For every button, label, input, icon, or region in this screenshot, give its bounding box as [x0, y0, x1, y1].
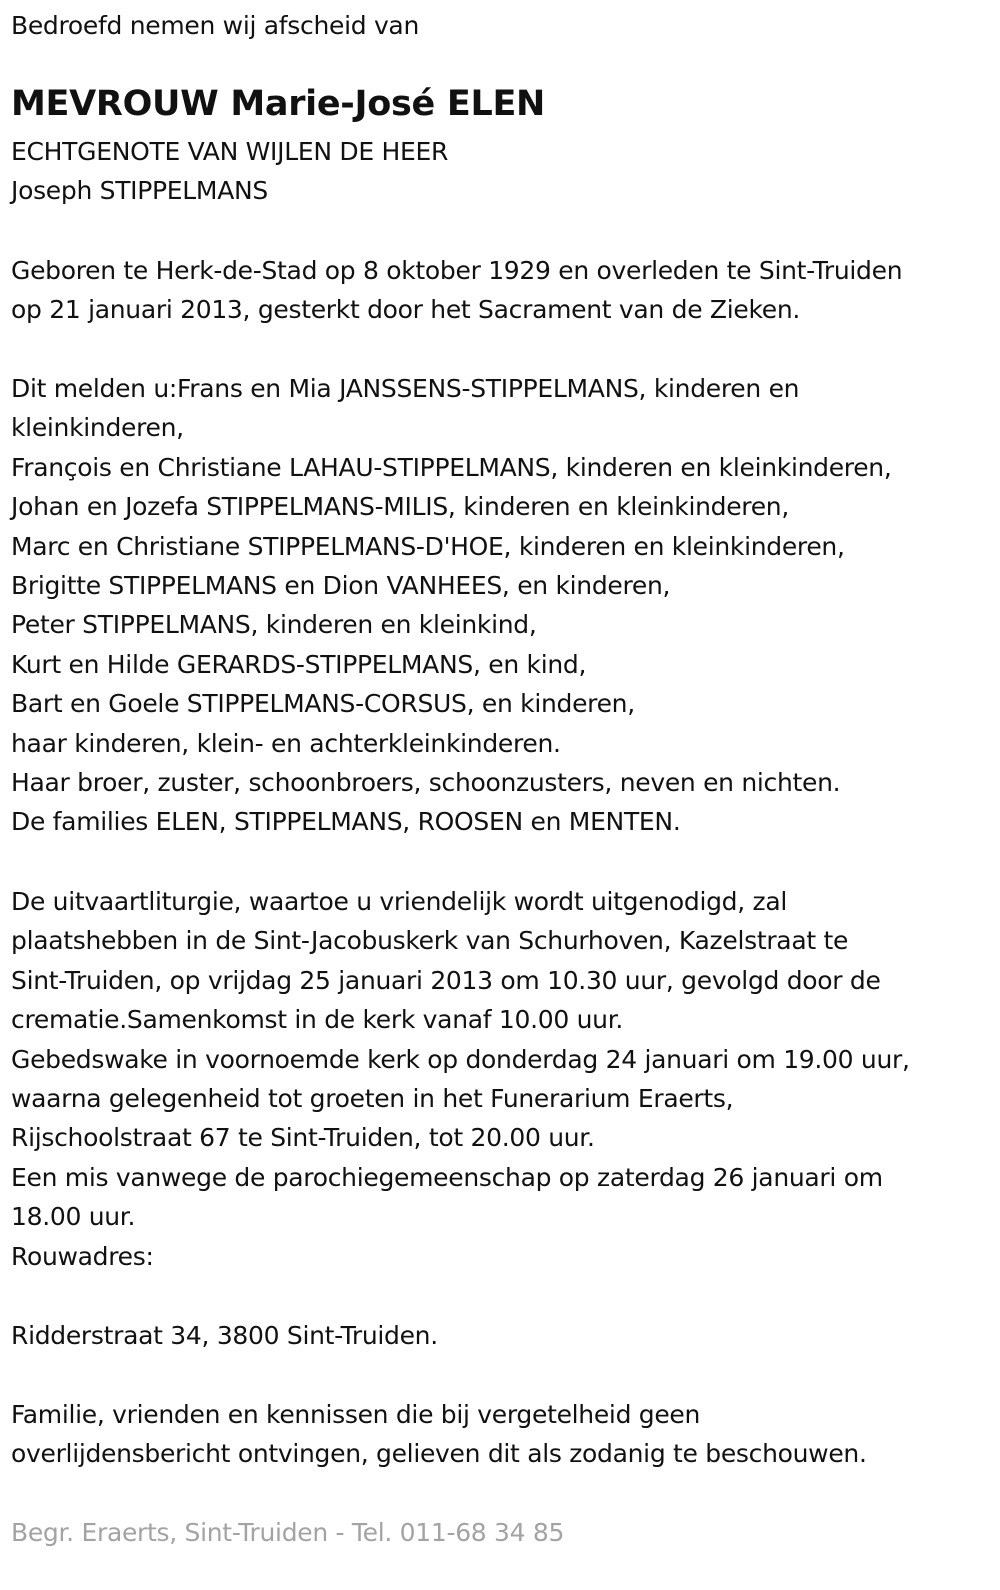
- intro-text: Bedroefd nemen wij afscheid van: [11, 11, 419, 40]
- family-line: Brigitte STIPPELMANS en Dion VANHEES, en kinderen,: [11, 571, 671, 601]
- family-line: haar kinderen, klein- en achterkleinkinderen.: [11, 728, 561, 758]
- funeral-line: Sint-Truiden, op vrijdag 25 januari 2013 om 10.30 uur, gevolgd door de: [11, 965, 881, 995]
- funeral-line: waarna gelegenheid tot groeten in het Funerarium Eraerts,: [11, 1084, 734, 1114]
- spouse-line: ECHTGENOTE VAN WIJLEN DE HEER: [11, 137, 449, 166]
- family-line: Haar broer, zuster, schoonbroers, schoonzusters, neven en nichten.: [11, 768, 841, 798]
- family-line: Marc en Christiane STIPPELMANS-D'HOE, kinderen en kleinkinderen,: [11, 531, 845, 561]
- family-line: Peter STIPPELMANS, kinderen en kleinkind,: [11, 610, 537, 640]
- funeral-line: Een mis vanwege de parochiegemeenschap op zaterdag 26 januari om: [11, 1162, 883, 1192]
- birth-death-block: [11, 251, 902, 330]
- family-line: Dit melden u:Frans en Mia JANSSENS-STIPPELMANS, kinderen en: [11, 374, 800, 403]
- birth-line: op 21 januari 2013, gesterkt door het Sacrament van de Zieken.: [11, 295, 801, 325]
- family-line: Kurt en Hilde GERARDS-STIPPELMANS, en kind,: [11, 649, 587, 679]
- notice-line: Familie, vrienden en kennissen die bij vergetelheid geen: [11, 1400, 701, 1429]
- family-block: [11, 369, 891, 842]
- funeral-line: De uitvaartliturgie, waartoe u vriendelijk wordt uitgenodigd, zal: [11, 887, 788, 916]
- undertaker-footer: Begr. Eraerts, Sint-Truiden - Tel. 011-68 34 85: [11, 1518, 565, 1547]
- mourning-address-block: [11, 1316, 438, 1355]
- family-line: Bart en Goele STIPPELMANS-CORSUS, en kinderen,: [11, 689, 635, 719]
- notice-line: overlijdensbericht ontvingen, gelieven dit als zodanig te beschouwen.: [11, 1439, 867, 1469]
- funeral-line: Rouwadres:: [11, 1241, 154, 1271]
- family-line: Johan en Jozefa STIPPELMANS-MILIS, kinderen en kleinkinderen,: [11, 492, 790, 522]
- family-line: François en Christiane LAHAU-STIPPELMANS, kinderen en kleinkinderen,: [11, 452, 892, 482]
- spouse-block: [11, 132, 448, 211]
- notice-block: [11, 1395, 867, 1474]
- funeral-line: plaatshebben in de Sint-Jacobuskerk van Schurhoven, Kazelstraat te: [11, 926, 849, 956]
- funeral-line: Rijschoolstraat 67 te Sint-Truiden, tot 20.00 uur.: [11, 1123, 595, 1153]
- funeral-line: Gebedswake in voornoemde kerk op donderdag 24 januari om 19.00 uur,: [11, 1044, 910, 1074]
- deceased-name: MEVROUW Marie-José ELEN: [11, 84, 546, 124]
- spouse-line: Joseph STIPPELMANS: [11, 176, 268, 206]
- funeral-block: [11, 882, 910, 1276]
- family-line: kleinkinderen,: [11, 413, 184, 443]
- family-line: De families ELEN, STIPPELMANS, ROOSEN en MENTEN.: [11, 807, 681, 837]
- mourning-address: Ridderstraat 34, 3800 Sint-Truiden.: [11, 1321, 438, 1350]
- funeral-line: 18.00 uur.: [11, 1202, 136, 1232]
- funeral-line: crematie.Samenkomst in de kerk vanaf 10.00 uur.: [11, 1005, 624, 1035]
- birth-line: Geboren te Herk-de-Stad op 8 oktober 1929 en overleden te Sint-Truiden: [11, 256, 903, 285]
